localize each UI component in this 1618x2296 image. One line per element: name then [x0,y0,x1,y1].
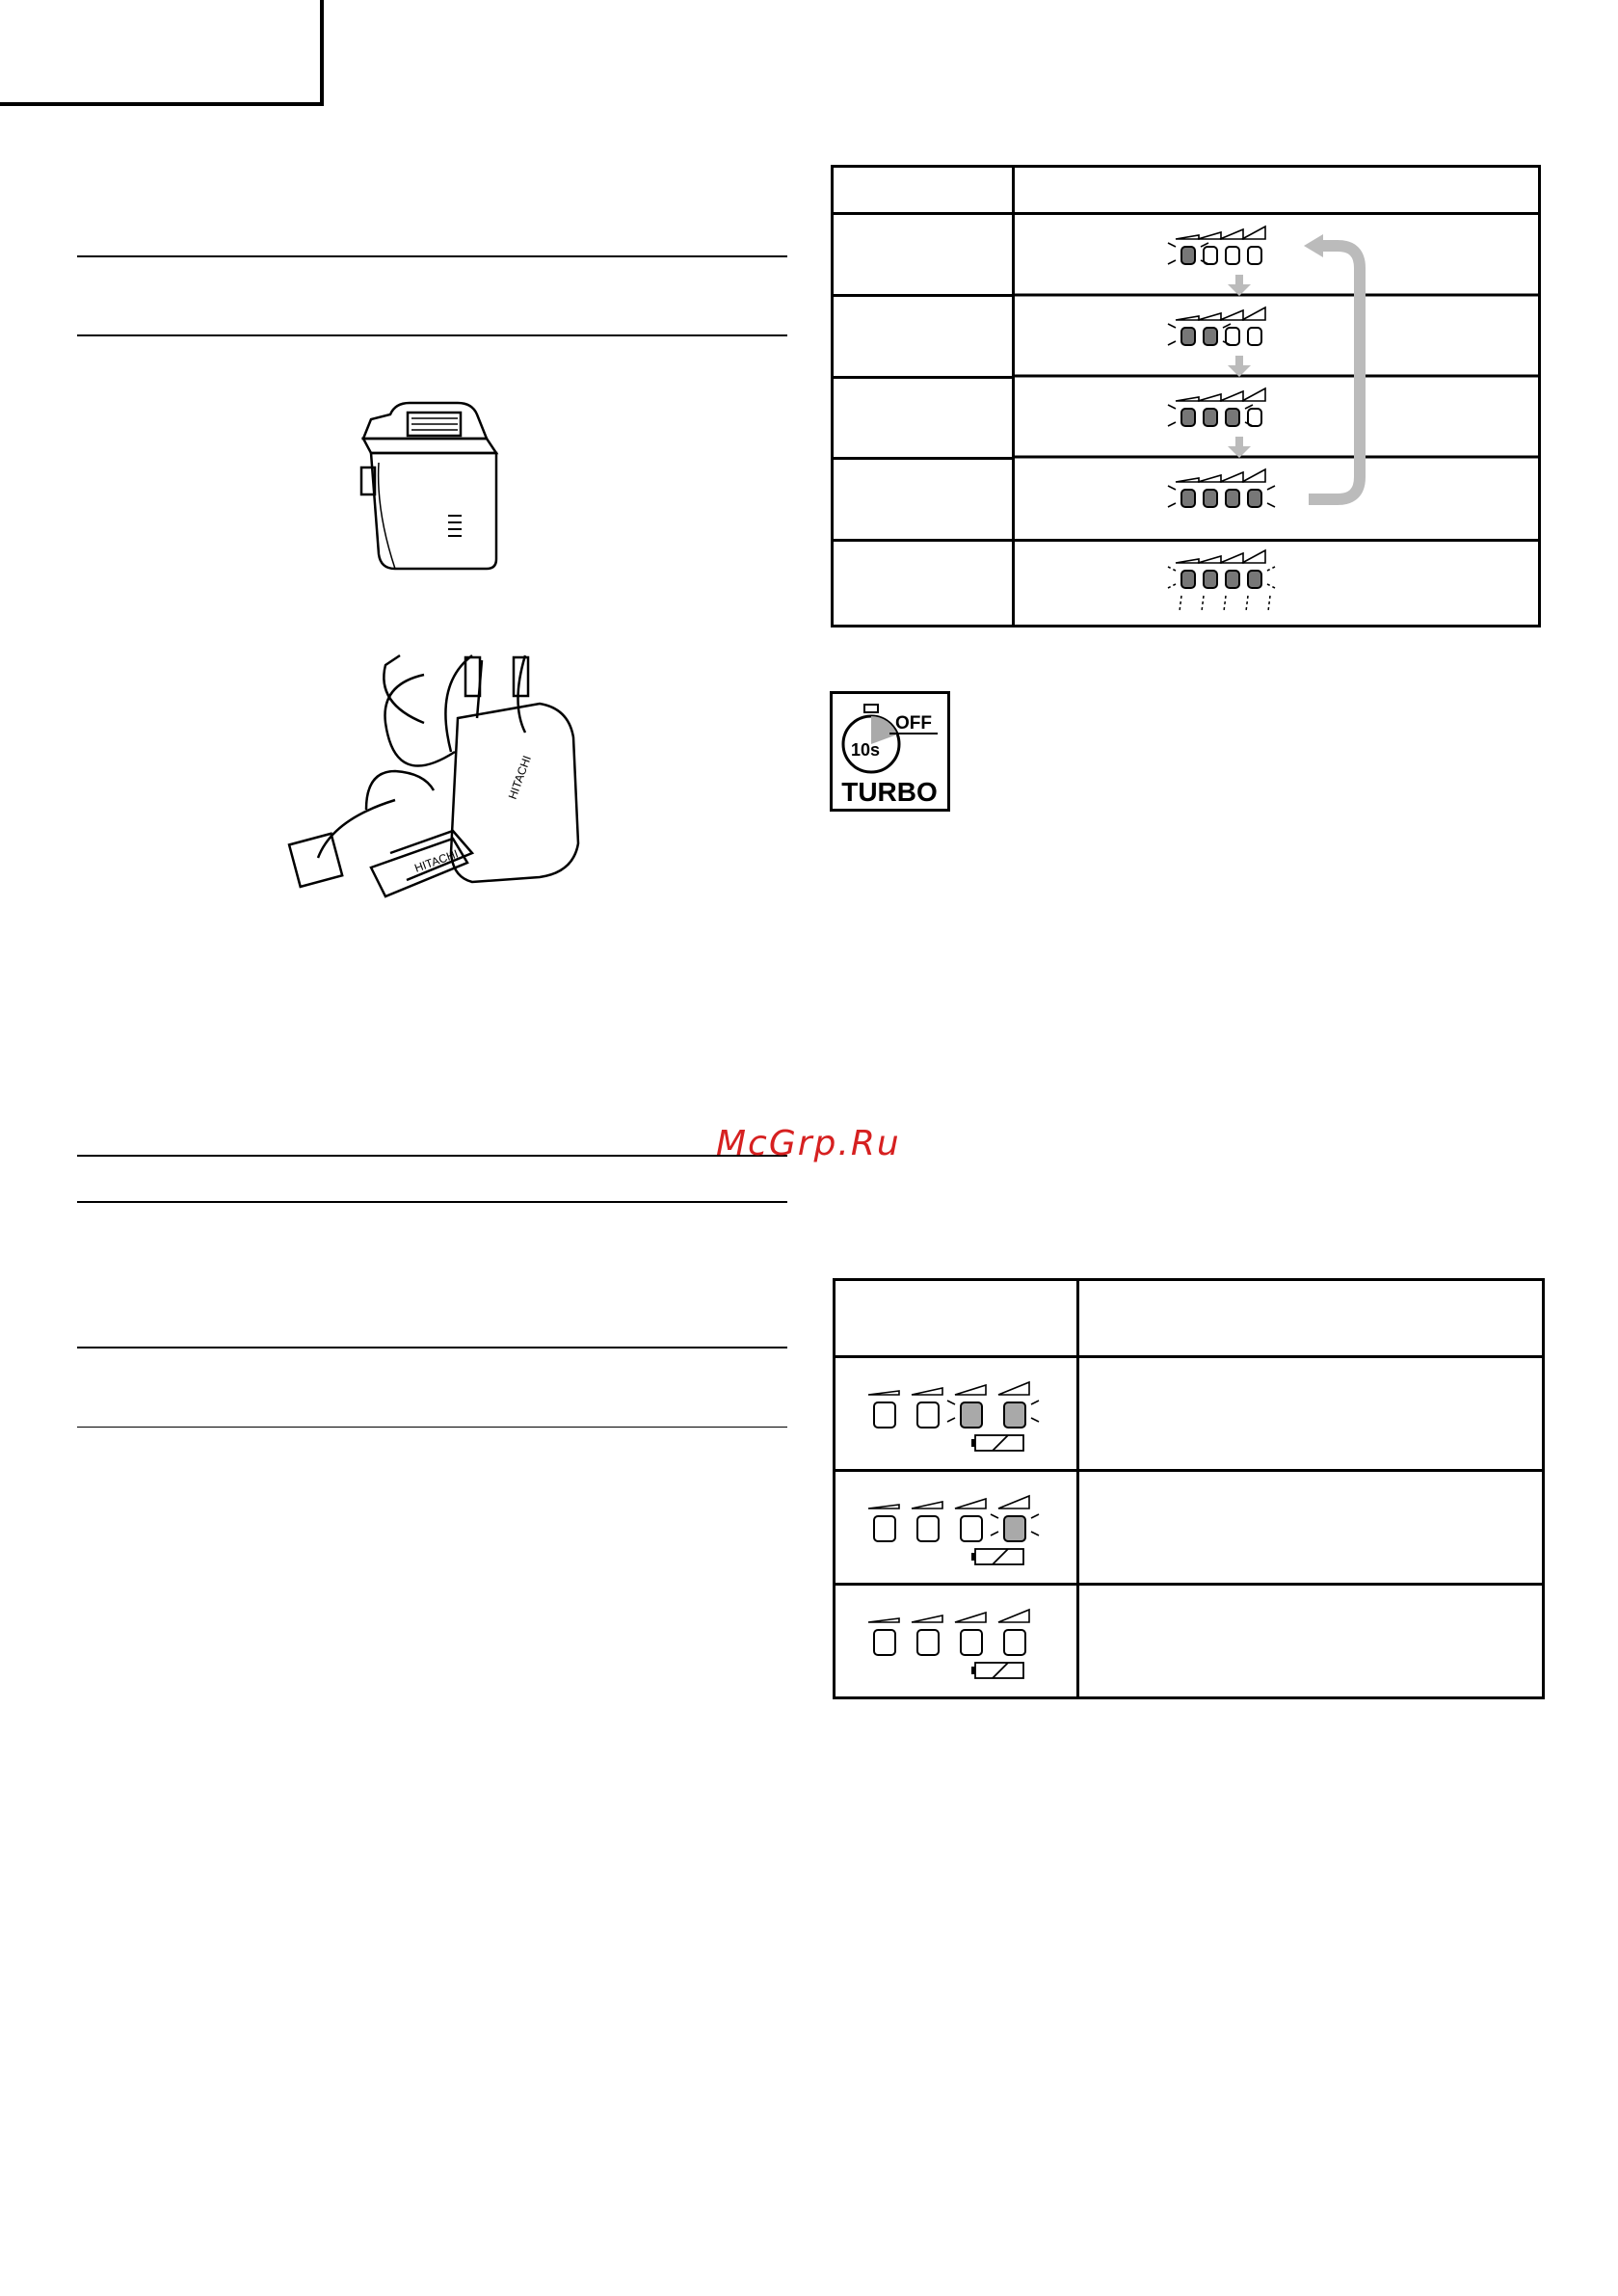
level-bar [955,1613,986,1622]
mode-indicator-cell [1014,541,1540,627]
mode-label-cell [833,214,1014,296]
battery-icon [971,1435,1023,1451]
svg-text:HITACHI: HITACHI [505,753,534,802]
battery-status-cell [1078,1357,1544,1471]
level-bar [1220,391,1243,401]
level-bar [912,1615,942,1622]
timer-seconds-label: 10s [851,740,881,760]
level-bar [1176,478,1199,482]
level-bar [1220,229,1243,239]
level-bar [912,1388,942,1395]
lamp-on [1248,490,1261,507]
watermark: McGrp.Ru [716,1124,901,1163]
lamp-off [961,1516,982,1541]
level-bar [998,1610,1029,1622]
battery-lamp-cell [835,1471,1078,1585]
level-bar [1198,556,1221,563]
lamp-on [961,1402,982,1428]
table-row [833,214,1540,296]
battery-icon [971,1549,1023,1564]
lamp-off [961,1630,982,1655]
lamp-on [1226,490,1239,507]
table-row [835,1471,1544,1585]
rule-6 [77,1427,787,1428]
battery-lamp-cell [835,1357,1078,1471]
lamp-off [917,1630,939,1655]
level-bar [868,1618,899,1622]
level-bar [1242,307,1265,320]
lamp-off [1226,328,1239,345]
lamp-group [1176,469,1265,507]
mode-label-cell [833,295,1014,377]
table-row [835,1585,1544,1698]
table-header-row [835,1280,1544,1357]
lamp-off [917,1402,939,1428]
battery-level-table [833,1278,1545,1699]
lamp-group [1176,550,1265,588]
timer-off-label: OFF [895,713,932,734]
level-bar [955,1499,986,1508]
lamp-off [917,1516,939,1541]
power-mode-table [831,165,1541,627]
level-bar [1198,313,1221,320]
cycle-arrow-icon [1309,246,1360,499]
level-bar [1220,553,1243,563]
mode-label-cell [833,459,1014,541]
lamp-off [1248,247,1261,264]
rule-5 [77,1347,787,1348]
backpack-battery-icon [279,646,597,921]
level-bar [998,1496,1029,1508]
lamp-on [1181,409,1195,426]
arrow-down-icon [1228,275,1251,458]
lamp-on [1204,409,1217,426]
lamp-group [868,1496,1029,1541]
level-bar [1198,475,1221,482]
lamp-on [1181,490,1195,507]
level-bar [912,1502,942,1508]
mode-label-cell [833,541,1014,627]
header-status-cell [1078,1280,1544,1357]
lamp-off [874,1516,895,1541]
battery-pack-icon [352,395,516,578]
level-bar [1176,316,1199,320]
battery-lamp-cell [835,1585,1078,1698]
battery-icon [971,1663,1023,1678]
rule-1 [77,255,787,257]
level-bar [1242,469,1265,482]
level-bar [1220,472,1243,482]
timer-icon [830,691,950,812]
level-bar [1220,310,1243,320]
lamp-on [1248,571,1261,588]
lamp-on [1204,328,1217,345]
lamp-on [1226,571,1239,588]
lamp-on [1204,571,1217,588]
mode-indicator-cell [1014,214,1540,541]
lamp-on [1181,247,1195,264]
table-header-row [833,167,1540,214]
lamp-group [1176,227,1265,264]
lamp-on [1181,328,1195,345]
lamp-group [868,1610,1029,1655]
rule-2 [77,334,787,336]
lamp-on [1204,490,1217,507]
lamp-off [1004,1630,1025,1655]
level-bar [1176,397,1199,401]
lamp-off [874,1402,895,1428]
header-indicator-cell [1014,167,1540,214]
table-row [833,541,1540,627]
lamp-off [1248,328,1261,345]
level-bar [1242,227,1265,239]
level-bar [868,1391,899,1395]
timer-mode-label: TURBO [841,777,938,807]
lamp-on [1226,409,1239,426]
lamp-on [1181,571,1195,588]
level-bar [1176,559,1199,563]
blinking-lamps [1015,542,1538,625]
lamp-off [874,1630,895,1655]
level-bar [1176,235,1199,239]
rule-3 [77,1155,787,1157]
mode-cycle-diagram [1015,215,1538,539]
battery-status-cell [1078,1471,1544,1585]
level-bar [1242,550,1265,563]
lamp-on [1004,1402,1025,1428]
lamp-off [1226,247,1239,264]
mode-label-cell [833,377,1014,459]
level-bar [1242,388,1265,401]
lamp-group [1176,388,1265,426]
lamp-off [1248,409,1261,426]
level-bar [955,1385,986,1395]
level-bar [998,1382,1029,1395]
header-lamp-cell [835,1280,1078,1357]
rule-4 [77,1201,787,1203]
lamp-group [1176,307,1265,345]
page-tab-box [0,0,324,106]
table-row [835,1357,1544,1471]
svg-text:HITACHI: HITACHI [412,846,461,875]
level-bar [1198,394,1221,401]
level-bar [868,1505,899,1508]
level-bar [1198,232,1221,239]
lamp-off [1204,247,1217,264]
battery-status-cell [1078,1585,1544,1698]
lamp-on [1004,1516,1025,1541]
header-mode-cell [833,167,1014,214]
